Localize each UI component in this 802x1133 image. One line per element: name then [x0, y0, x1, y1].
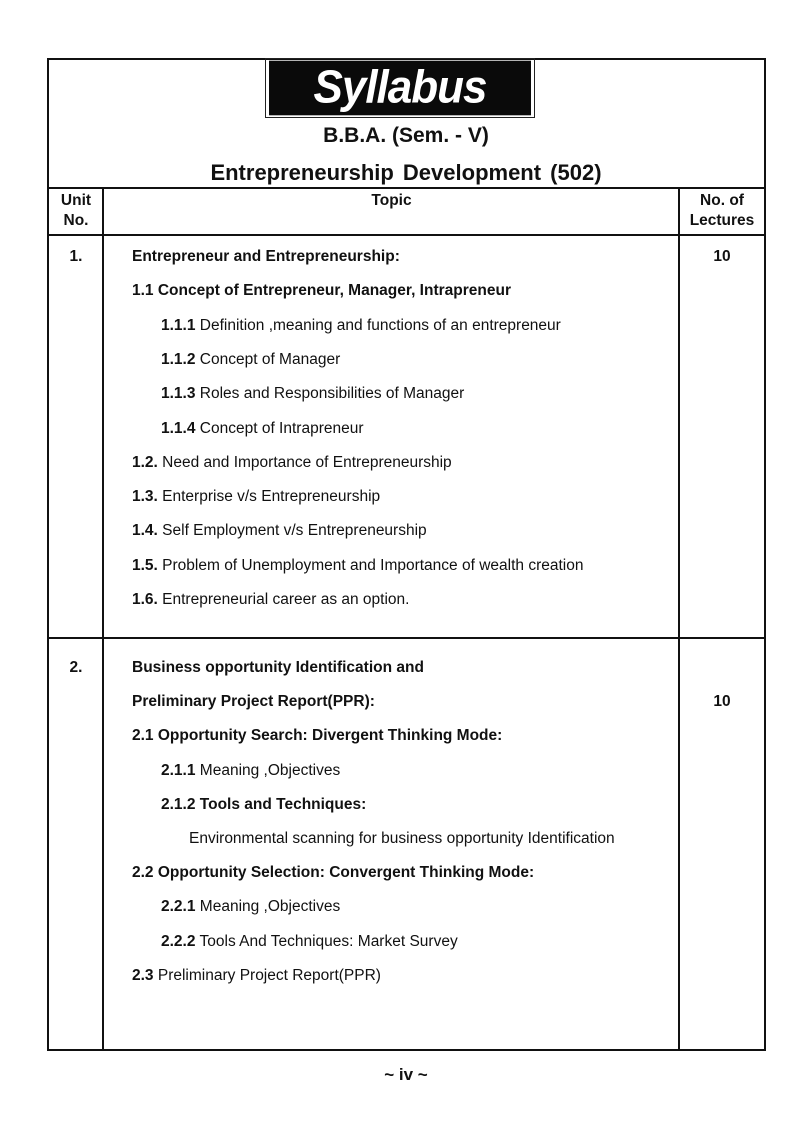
topic-line [132, 488, 380, 506]
topic-text: Environmental scanning for business opportunity Identification [189, 830, 615, 847]
topic-number: Entrepreneur and Entrepreneurship: [132, 248, 400, 265]
lecture-count: 10 [713, 693, 731, 711]
topic-number: 1.5. [132, 556, 158, 574]
topic-line [132, 727, 502, 745]
topic-text: Problem of Unemployment and Importance of wealth creation [157, 556, 584, 574]
topic-number: Business opportunity Identification and [132, 659, 424, 676]
topic-line [132, 454, 452, 472]
topic-line [132, 864, 534, 882]
unit-number: 2. [69, 659, 83, 676]
topic-line [132, 659, 424, 677]
topic-line [132, 522, 427, 540]
topic-number: 1.4. [132, 522, 158, 540]
topic-line [161, 385, 464, 403]
topic-text: Roles and Responsibilities of Manager [195, 385, 465, 403]
topic-number: 1.1.1 [161, 316, 196, 334]
topic-number: 1.6. [132, 591, 158, 608]
syllabus-logo: Syllabus [265, 58, 535, 118]
topic-text: Need and Importance of Entrepreneurship [157, 453, 452, 471]
subject-title: Entrepreneurship Development (502) [210, 160, 602, 185]
topic-line [161, 351, 340, 369]
topic-number: 1.1.3 [161, 385, 196, 403]
course-title: B.B.A. (Sem. - V) [323, 124, 489, 147]
topic-line [132, 591, 409, 609]
topic-text: Concept of Intrapreneur [195, 419, 364, 437]
header-unit-line1: Unit [60, 192, 92, 209]
topic-text: Self Employment v/s Entrepreneurship [157, 522, 427, 540]
topic-number: 2.2.1 [161, 898, 196, 916]
column-divider-1 [102, 187, 104, 1050]
topic-line [161, 420, 364, 438]
topic-number: 2.1 Opportunity Search: Divergent Thinking Mode: [132, 727, 503, 745]
topic-text: Tools And Techniques: Market Survey [195, 932, 458, 950]
topic-line [132, 248, 400, 266]
topic-number: 1.1 Concept of Entrepreneur, Manager, Intrapreneur [132, 282, 511, 300]
topic-number: 2.1.2 Tools and Techniques: [161, 795, 367, 813]
unit-divider [47, 637, 766, 639]
border-bottom [47, 1049, 766, 1051]
topic-text: Enterprise v/s Entrepreneurship [157, 488, 381, 506]
topic-number: 2.2.2 [161, 932, 196, 950]
topic-number: 1.1.2 [161, 350, 196, 368]
topic-text: Concept of Manager [195, 350, 341, 368]
topic-line [132, 557, 583, 575]
header-lectures [680, 191, 764, 231]
topic-line [161, 762, 340, 780]
topic-text: Meaning ,Objectives [195, 898, 341, 916]
unit-number: 1. [69, 248, 83, 265]
header-top-line [47, 187, 766, 189]
topic-line [189, 830, 615, 848]
topic-line [132, 967, 381, 985]
column-divider-2 [678, 187, 680, 1050]
topic-number: 1.1.4 [161, 419, 196, 437]
header-topic: Topic [371, 192, 412, 209]
topic-line [132, 282, 511, 300]
header-bottom-line [47, 234, 766, 236]
topic-number: Preliminary Project Report(PPR): [132, 693, 375, 711]
topic-line [161, 898, 340, 916]
topic-text: Entrepreneurial career as an option. [157, 591, 410, 608]
header-lectures-line1: No. of [700, 192, 744, 209]
topic-number: 2.1.1 [161, 761, 196, 779]
border-right [764, 58, 766, 1051]
topic-number: 2.3 [132, 966, 154, 984]
topic-text: Meaning ,Objectives [195, 761, 341, 779]
lecture-count: 10 [713, 248, 731, 265]
topic-number: 1.2. [132, 453, 158, 471]
page-number: ~ iv ~ [384, 1065, 428, 1084]
topic-text: Preliminary Project Report(PPR) [153, 966, 381, 984]
topic-line [161, 933, 458, 951]
topic-line [161, 796, 366, 814]
header-unit-line2: No. [63, 212, 89, 229]
topic-line [161, 317, 561, 335]
topic-line [132, 693, 375, 711]
header-unit [49, 191, 103, 231]
header-lectures-line2: Lectures [689, 212, 755, 229]
topic-number: 1.3. [132, 488, 158, 506]
topic-text: Definition ,meaning and functions of an entrepreneur [195, 316, 561, 334]
topic-number: 2.2 Opportunity Selection: Convergent Thinking Mode: [132, 864, 535, 882]
